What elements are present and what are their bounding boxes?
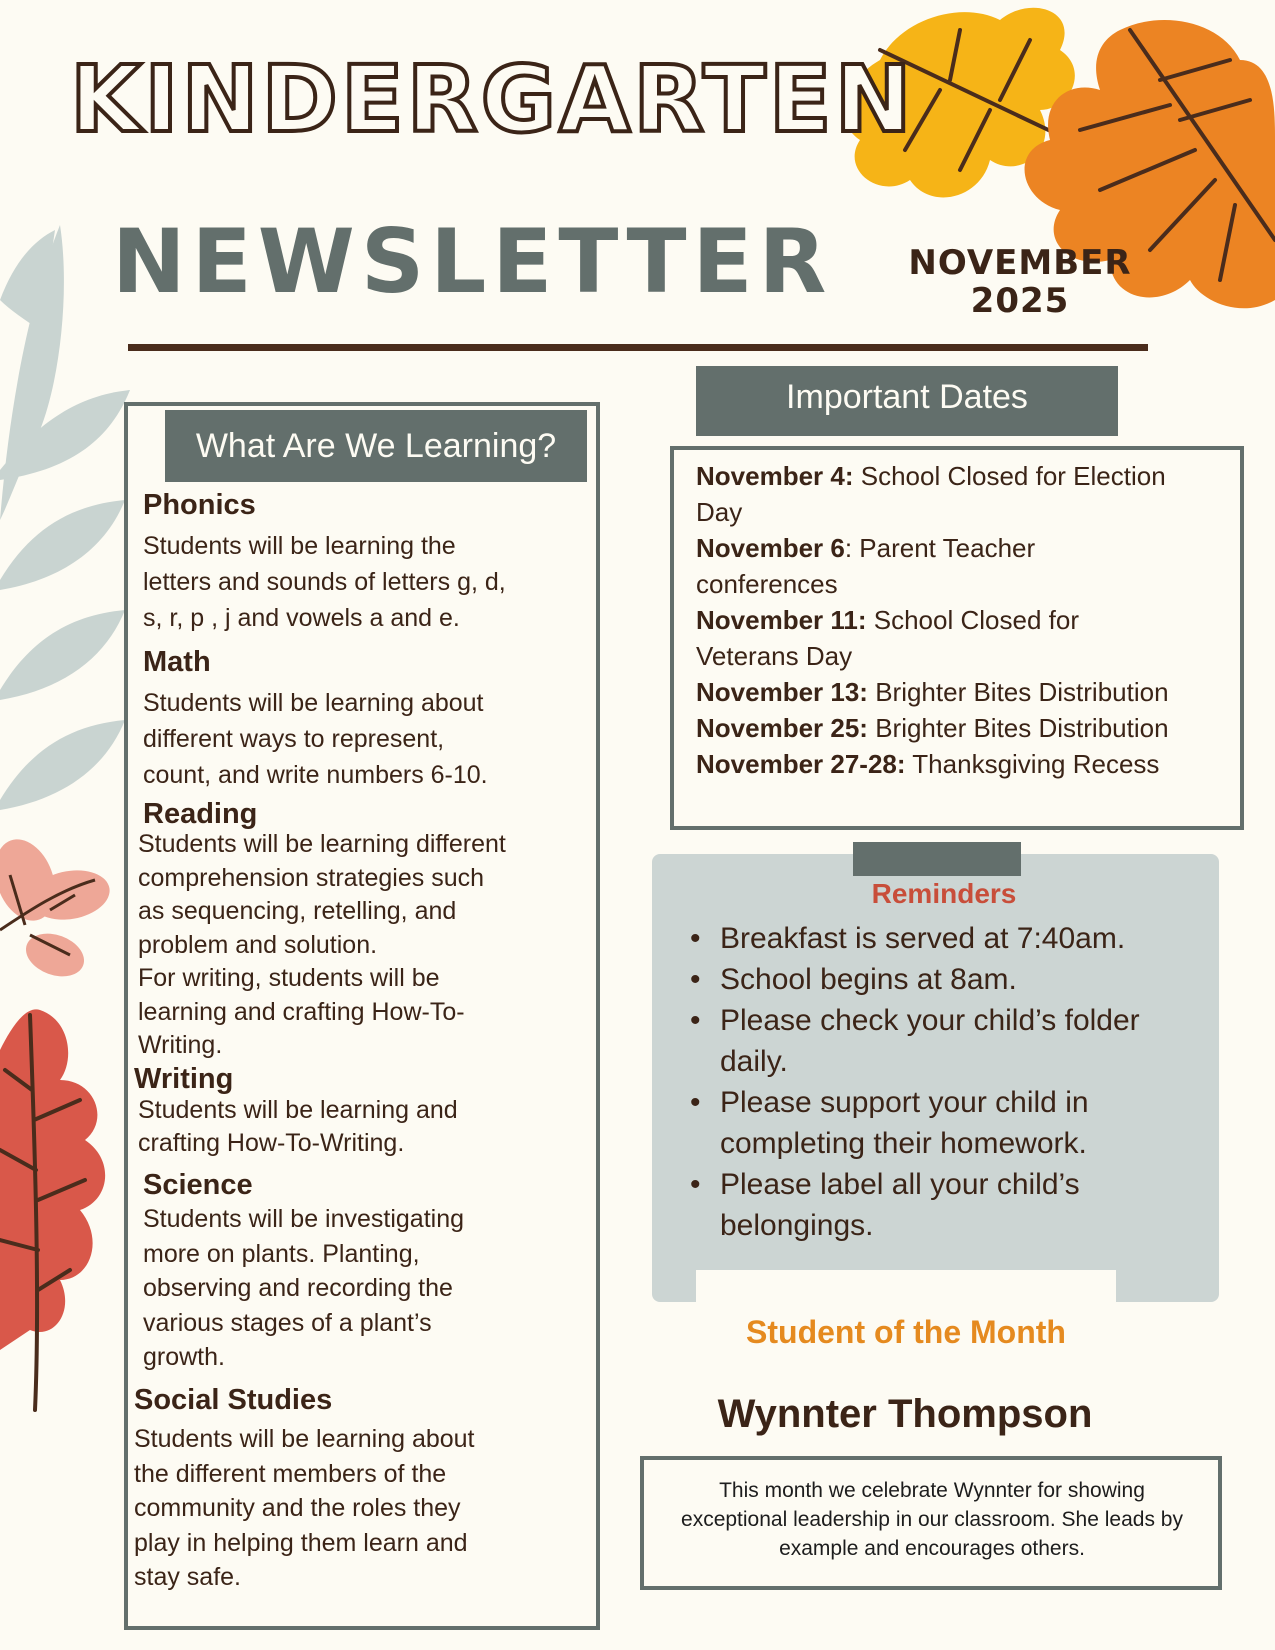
text-line: the different members of the <box>134 1459 447 1488</box>
text-line: Students will be learning about <box>143 689 484 717</box>
date-label: November 11: <box>696 605 867 635</box>
reminder-text: daily. <box>720 1045 788 1078</box>
date-label: November 25: <box>696 713 868 743</box>
date-text: Thanksgiving Recess <box>905 749 1160 779</box>
reminder-text: Breakfast is served at 7:40am. <box>720 922 1126 955</box>
text-line: This month we celebrate Wynnter for showing <box>719 1479 1145 1502</box>
text-line: Students will be learning the <box>143 532 456 560</box>
text-line: as sequencing, retelling, and <box>138 897 457 925</box>
reminders-heading: Reminders <box>871 878 1017 909</box>
subject-title-reading: Reading <box>143 798 258 830</box>
bullet-icon: • <box>690 922 701 955</box>
date-label: November 27-28: <box>696 749 906 779</box>
date-label: November 4: <box>696 461 854 491</box>
reminder-item <box>690 1000 1230 1082</box>
reminder-text: Please support your child in <box>720 1086 1089 1119</box>
date-text-cont: Day <box>696 497 743 527</box>
text-line: comprehension strategies such <box>138 863 485 892</box>
reminder-item <box>690 1082 1230 1164</box>
subject-title-writing: Writing <box>134 1063 234 1095</box>
text-line: more on plants. Planting, <box>143 1239 420 1268</box>
reminder-text: belongings. <box>720 1209 874 1242</box>
subject-text-writing <box>138 1094 458 1160</box>
text-line: exceptional leadership in our classroom. She leads by <box>681 1508 1183 1531</box>
text-line: learning and crafting How-To- <box>138 997 465 1026</box>
text-line: problem and solution. <box>138 930 378 959</box>
student-of-month-heading: Student of the Month <box>746 1314 1066 1350</box>
subject-text-reading <box>138 828 506 1063</box>
subject-title-science: Science <box>143 1169 253 1201</box>
date-text-cont: conferences <box>696 569 838 599</box>
bullet-icon: • <box>690 1086 701 1119</box>
oak-leaf-red-icon <box>0 1009 105 1410</box>
text-line: Writing. <box>138 1031 223 1059</box>
text-line: s, r, p , j and vowels a and e. <box>143 604 460 632</box>
important-dates-heading: Important Dates <box>696 366 1118 436</box>
bullet-icon: • <box>690 1168 701 1201</box>
text-line: For writing, students will be <box>138 964 440 992</box>
subject-text-phonics <box>143 528 506 636</box>
subject-text-social-studies <box>134 1422 475 1595</box>
date-item <box>696 530 1236 602</box>
date-text: Brighter Bites Distribution <box>867 677 1169 707</box>
text-line: different ways to represent, <box>143 725 445 753</box>
sage-branch-icon <box>0 225 130 810</box>
text-line: Students will be learning different <box>138 830 506 858</box>
text-line: Students will be learning and <box>138 1096 458 1124</box>
date-item <box>696 674 1236 710</box>
subject-title-social-studies: Social Studies <box>134 1384 333 1416</box>
date-item <box>696 458 1236 530</box>
subject-title-math: Math <box>143 646 211 678</box>
reminder-item <box>690 959 1230 1000</box>
date-item <box>696 602 1236 674</box>
learning-heading: What Are We Learning? <box>165 410 587 482</box>
bullet-icon: • <box>690 1004 701 1037</box>
student-name: Wynnter Thompson <box>717 1392 1093 1436</box>
date-text: School Closed for <box>866 605 1079 635</box>
date-item <box>696 746 1236 782</box>
text-line: various stages of a plant’s <box>143 1308 432 1337</box>
reminder-text: Please label all your child’s <box>720 1168 1080 1201</box>
text-line: growth. <box>143 1343 225 1371</box>
text-line: Students will be investigating <box>143 1205 465 1233</box>
text-line: observing and recording the <box>143 1274 453 1302</box>
reminder-item <box>690 1164 1230 1246</box>
text-line: count, and write numbers 6-10. <box>143 761 488 789</box>
date-text: School Closed for Election <box>853 461 1166 491</box>
tape-decoration <box>853 842 1021 876</box>
text-line: play in helping them learn and <box>134 1528 468 1557</box>
date-item <box>696 710 1236 746</box>
bullet-icon: • <box>690 963 701 996</box>
header-divider <box>128 344 1148 351</box>
subject-title-phonics: Phonics <box>143 489 256 521</box>
text-line: letters and sounds of letters g, d, <box>143 568 506 596</box>
date-label: November 13: <box>696 677 868 707</box>
date-label: November 6 <box>696 533 845 563</box>
reminder-item <box>690 918 1230 959</box>
important-dates-list <box>696 458 1236 782</box>
text-line: stay safe. <box>134 1563 241 1591</box>
subject-text-math <box>143 685 488 793</box>
text-line: example and encourages others. <box>779 1537 1085 1560</box>
date-text: : Parent Teacher <box>844 533 1036 563</box>
reminder-text: School begins at 8am. <box>720 963 1017 996</box>
date-text: Brighter Bites Distribution <box>867 713 1169 743</box>
newsletter-title-kindergarten: KINDERGARTEN <box>70 46 915 153</box>
text-line: crafting How-To-Writing. <box>138 1129 405 1157</box>
newsletter-title-newsletter: NEWSLETTER <box>112 210 833 313</box>
subject-text-science <box>143 1202 464 1375</box>
reminders-list <box>690 918 1230 1246</box>
text-line: community and the roles they <box>134 1494 461 1522</box>
text-line: Students will be learning about <box>134 1425 475 1453</box>
issue-date <box>900 244 1140 320</box>
pink-sprig-icon <box>0 831 114 984</box>
issue-month: NOVEMBER <box>908 243 1132 283</box>
reminder-text: Please check your child’s folder <box>720 1004 1140 1037</box>
student-description <box>654 1476 1210 1563</box>
issue-year: 2025 <box>970 281 1070 321</box>
date-text-cont: Veterans Day <box>696 641 853 671</box>
reminder-text: completing their homework. <box>720 1127 1087 1160</box>
